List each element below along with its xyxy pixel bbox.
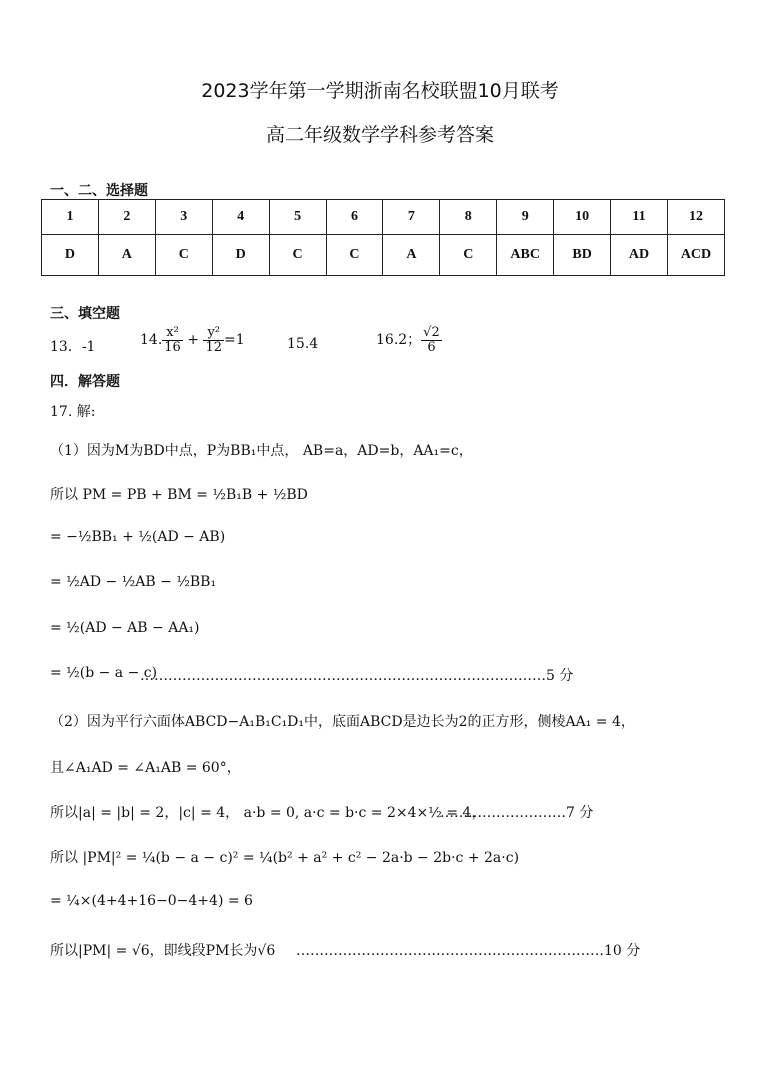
- score-7: ………………………7 分: [440, 805, 594, 821]
- fraction-numerator: y²: [203, 326, 224, 341]
- question-number: 4: [212, 200, 269, 235]
- solution-line-2: = −½BB₁ + ½(AD − AB): [50, 529, 226, 545]
- solution-line-1: 所以 PM = PB + BM = ½B₁B + ½BD: [50, 487, 308, 503]
- choice-answer: C: [440, 235, 497, 276]
- solution-line-6: 所以|a| = |b| = 2，|c| = 4， a·b = 0, a·c = b·c = 2×4×½ = 4，: [50, 805, 486, 821]
- question-number: 10: [554, 200, 611, 235]
- fraction-numerator: √2: [423, 325, 440, 340]
- score-5: ……………………………………………………………………………5 分: [140, 668, 574, 684]
- solution-line-5: = ½(b − a − c): [50, 665, 158, 681]
- fraction-denominator: 6: [427, 339, 436, 355]
- score-10: …………………………………………………………10 分: [296, 943, 641, 959]
- choice-answer: C: [155, 235, 212, 276]
- fill-answer-16: [376, 326, 442, 354]
- doc-title: 2023学年第一学期浙南名校联盟10月联考: [201, 80, 559, 102]
- question-number: 5: [269, 200, 326, 235]
- section-heading-choice: 一、二、选择题: [50, 183, 148, 199]
- answer-table-answers: [42, 235, 725, 276]
- question-number: 9: [497, 200, 554, 235]
- doc-subtitle: 高二年级数学学科参考答案: [265, 124, 494, 146]
- question-17-label: 17. 解:: [50, 404, 96, 420]
- fill-answer-16-prefix: 16.2；: [376, 332, 422, 349]
- fill-answer-14: 14. $\frac{\text{x²}}{16}$ + $\frac{\text{y²}}{12}$ =1: [140, 325, 245, 355]
- question-number: 2: [98, 200, 155, 235]
- choice-answer: ABC: [497, 235, 554, 276]
- choice-answer: C: [326, 235, 383, 276]
- choice-answer: BD: [554, 235, 611, 276]
- choice-answer: A: [98, 235, 155, 276]
- solution-line-3: = ½AD − ½AB − ½BB₁: [50, 574, 217, 590]
- fraction-denominator: 16: [164, 339, 181, 355]
- question-number: 7: [383, 200, 440, 235]
- choice-answer: ACD: [667, 235, 724, 276]
- question-number: 3: [155, 200, 212, 235]
- choice-answer: D: [212, 235, 269, 276]
- question-number: 12: [667, 200, 724, 235]
- fraction-x: [162, 326, 183, 354]
- choice-answer: A: [383, 235, 440, 276]
- section-heading-solutions: 四．解答题: [50, 374, 120, 390]
- fraction-sqrt2-over-6: [421, 326, 442, 354]
- fraction-y: [203, 326, 224, 354]
- question-number: 11: [611, 200, 668, 235]
- section-heading-fill: 三、填空题: [50, 306, 120, 322]
- choice-answer: AD: [611, 235, 668, 276]
- fill-answer-14-prefix: 14.: [140, 332, 163, 349]
- fill-answer-13: 13．-1: [50, 339, 96, 355]
- equation-rhs: =1: [224, 332, 245, 349]
- solution-part2-intro: （2）因为平行六面体ABCD−A₁B₁C₁D₁中，底面ABCD是边长为2的正方形，侧棱AA₁ = 4，: [50, 714, 635, 730]
- choice-answer: C: [269, 235, 326, 276]
- solution-part2-angles: 且∠A₁AD = ∠A₁AB = 60°，: [50, 760, 241, 776]
- question-number: 1: [42, 200, 99, 235]
- solution-part1-intro: （1）因为M为BD中点，P为BB₁中点， AB=a，AD=b，AA₁=c，: [50, 443, 473, 459]
- fill-answer-15: 15.4: [287, 336, 319, 352]
- question-number: 8: [440, 200, 497, 235]
- choice-answer: D: [42, 235, 99, 276]
- solution-line-7: 所以 |PM|² = ¼(b − a − c)² = ¼(b² + a² + c² − 2a·b − 2b·c + 2a·c): [50, 850, 520, 866]
- question-number: 6: [326, 200, 383, 235]
- fraction-denominator: 12: [205, 339, 222, 355]
- solution-line-4: = ½(AD − AB − AA₁): [50, 620, 200, 636]
- answer-table: [41, 199, 725, 276]
- answer-table-numbers: [42, 200, 725, 235]
- fraction-numerator: x²: [162, 326, 183, 341]
- solution-line-9: 所以|PM| = √6，即线段PM长为√6: [50, 943, 276, 959]
- solution-line-8: = ¼×(4+4+16−0−4+4) = 6: [50, 893, 253, 909]
